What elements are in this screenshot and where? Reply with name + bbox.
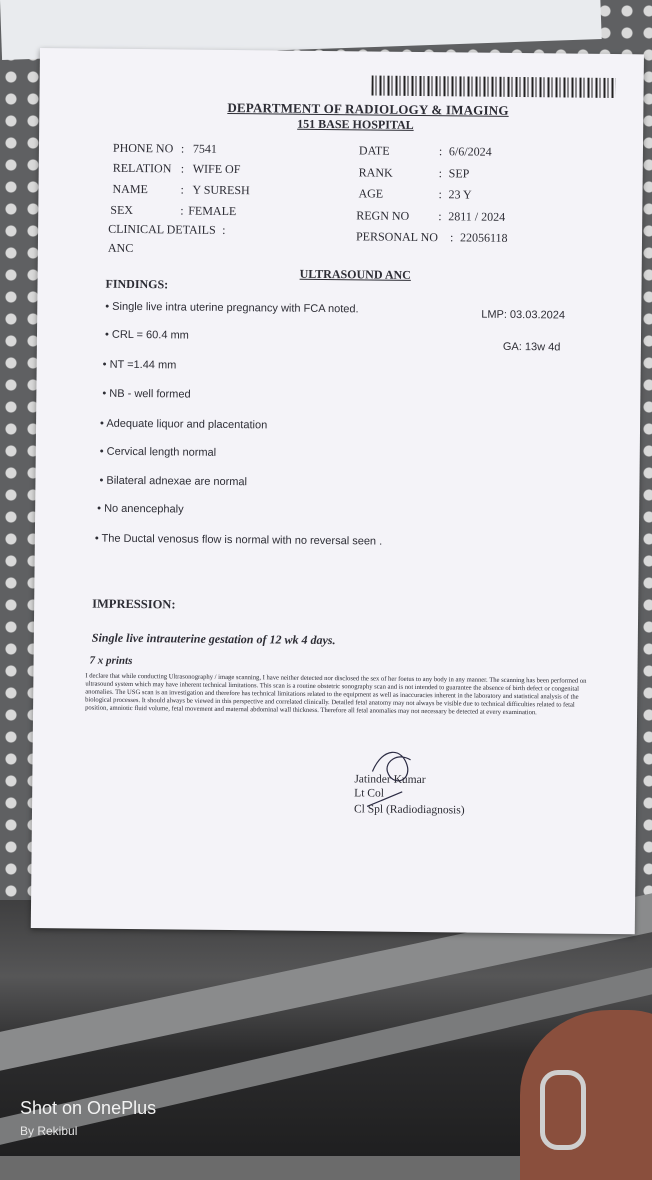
regn-value: 2811 / 2024	[448, 209, 506, 224]
lmp: LMP: 03.03.2024	[481, 308, 566, 322]
regn-label: REGN NO	[356, 208, 410, 223]
name-label: NAME	[112, 181, 148, 197]
age-value: 23 Y	[448, 187, 472, 202]
phone-value: 7541	[192, 141, 218, 156]
sex-value: FEMALE	[188, 203, 237, 219]
personal-no-value: 22056118	[459, 230, 508, 245]
rank-value: SEP	[448, 166, 470, 181]
report-paper	[31, 48, 644, 934]
ring	[540, 1070, 586, 1150]
clinical-details-label: CLINICAL DETAILS	[108, 221, 216, 237]
finding-item: • NB - well formed	[102, 387, 191, 401]
relation-value: WIFE OF	[192, 161, 241, 177]
findings-heading: FINDINGS:	[105, 276, 169, 292]
date-value: 6/6/2024	[448, 144, 492, 159]
barcode	[372, 75, 616, 98]
finding-item: • Adequate liquor and placentation	[100, 417, 268, 432]
date-colon: :	[438, 144, 443, 159]
signatory-title: Cl Spl (Radiodiagnosis)	[353, 803, 465, 817]
date-label: DATE	[358, 143, 390, 158]
phone-label: PHONE NO	[112, 140, 174, 156]
regn-colon: :	[438, 209, 442, 224]
finding-item: • No anencephaly	[97, 502, 184, 516]
camera-watermark: Shot on OnePlus	[20, 1098, 157, 1118]
finding-item: • The Ductal venosus flow is normal with no reversal seen .	[94, 532, 383, 548]
age-colon: :	[438, 187, 442, 202]
relation-label: RELATION	[112, 160, 172, 176]
finding-item: • NT =1.44 mm	[102, 358, 177, 372]
personal-no-label: PERSONAL NO	[355, 229, 439, 245]
prints-count: 7 x prints	[89, 654, 133, 668]
clinical-details-value: ANC	[107, 240, 134, 255]
clinical-colon: :	[222, 222, 226, 237]
name-colon: :	[180, 182, 184, 197]
personal-colon: :	[449, 230, 454, 245]
impression-heading: IMPRESSION:	[92, 596, 176, 612]
camera-watermark-author: By Rekibul	[20, 1124, 78, 1138]
signatory-rank: Lt Col	[354, 787, 384, 800]
department-title: DEPARTMENT OF RADIOLOGY & IMAGING	[227, 99, 509, 118]
age-label: AGE	[358, 186, 384, 201]
signatory-name: Jatinder Kumar	[354, 773, 426, 787]
rank-label: RANK	[358, 165, 393, 180]
finding-item: • Cervical length normal	[99, 445, 217, 459]
relation-colon: :	[180, 161, 185, 176]
finding-item: • Bilateral adnexae are normal	[99, 474, 248, 489]
finding-item: • CRL = 60.4 mm	[104, 328, 189, 342]
hospital-title: 151 BASE HOSPITAL	[297, 116, 414, 132]
sex-label: SEX	[110, 202, 134, 217]
impression-text: Single live intrauterine gestation of 12 wk 4 days.	[91, 630, 336, 648]
sex-colon: :	[180, 203, 184, 218]
gestational-age: GA: 13w 4d	[502, 340, 561, 354]
phone-colon: :	[180, 141, 185, 156]
disclaimer-text: I declare that while conducting Ultrasonography / image scanning, I have neither detected nor disclosed the sex of her foetus to any body in any manner. The scanning has been performed on ultrasound system which may have inherent technical limitations. This scan is a routine obstetric sonography scan and is not intended to guarantee the absence of birth defect or congenital anomalies. The USG scan is an investigation and therefore has technical limitations related to the equipment as well as inaccuracies inherent in the laboratory and statistical analysis of the biological processes. It should always be viewed in this perspective and correlated clinically. Detailed fetal anatomy may not always be visible due to technical difficulties related to fetal position, amniotic fluid volume, fetal movement and maternal abdominal wall thickness. Therefore all fetal anomalies may not necessary be detected at every examination.	[85, 672, 587, 717]
report-title: ULTRASOUND ANC	[299, 266, 411, 282]
name-value: Y SURESH	[192, 182, 250, 198]
finding-item: • Single live intra uterine pregnancy with FCA noted.	[105, 300, 359, 316]
rank-colon: :	[438, 166, 443, 181]
